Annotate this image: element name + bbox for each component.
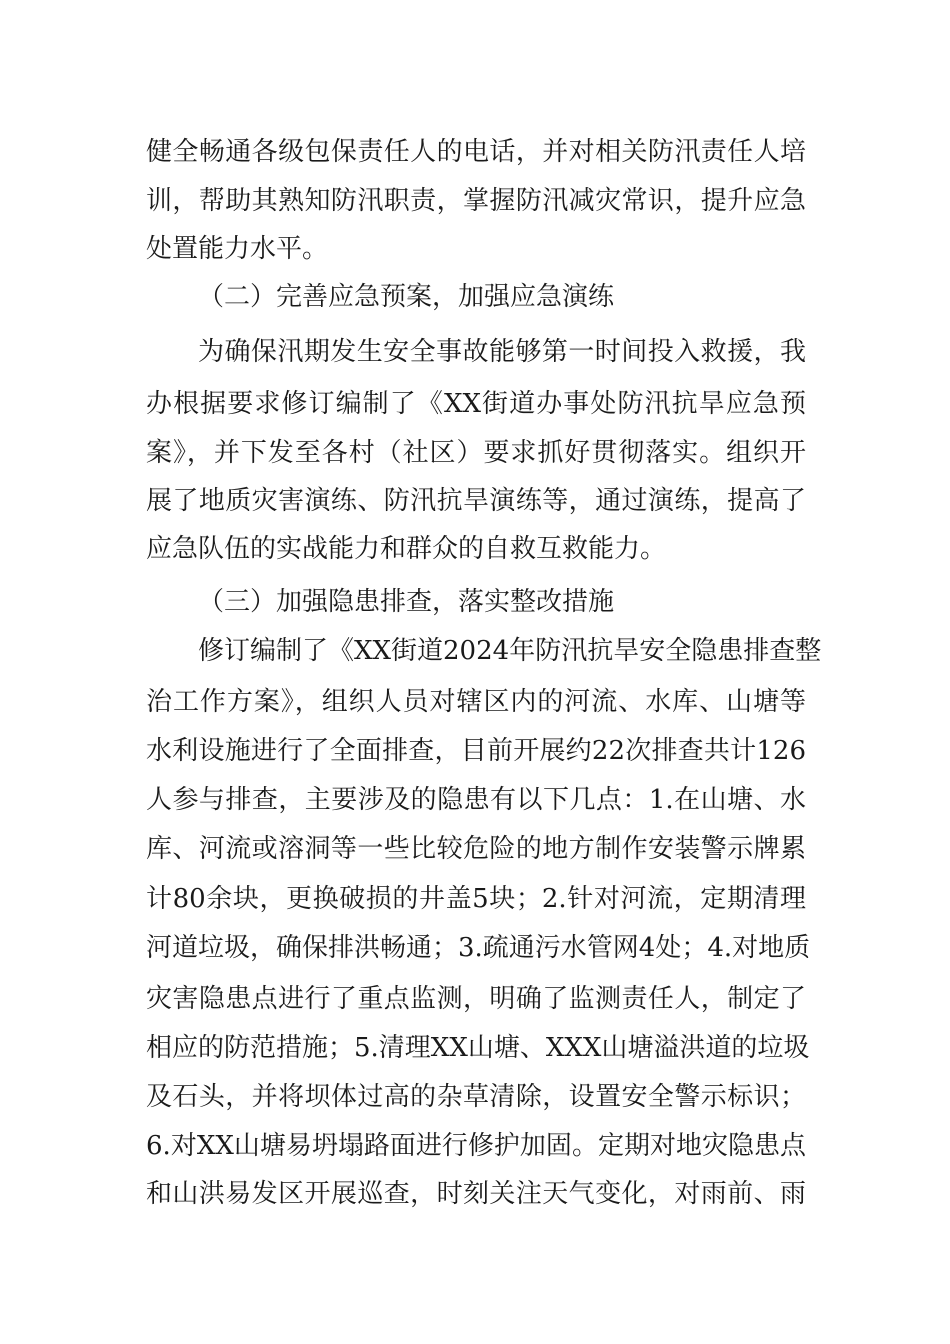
section-heading: （三）加强隐患排查，落实整改措施 (198, 587, 615, 617)
paragraph-line: 6.对XX山塘易坍塌路面进行修护加固。定期对地灾隐患点 (146, 1131, 806, 1161)
paragraph-line: 人参与排查，主要涉及的隐患有以下几点：1.在山塘、水 (146, 785, 806, 815)
paragraph-line: 健全畅通各级包保责任人的电话，并对相关防汛责任人培 (146, 137, 806, 167)
paragraph-line: 及石头，并将坝体过高的杂草清除，设置安全警示标识； (146, 1082, 806, 1112)
paragraph-line: 应急队伍的实战能力和群众的自救互救能力。 (146, 534, 667, 564)
paragraph-line: 和山洪易发区开展巡查，时刻关注天气变化，对雨前、雨 (146, 1179, 806, 1209)
paragraph-line: 修订编制了《XX街道2024年防汛抗旱安全隐患排查整 (198, 636, 822, 666)
paragraph-line: 河道垃圾，确保排洪畅通；3.疏通污水管网4处；4.对地质 (146, 933, 811, 963)
paragraph-line: 案》，并下发至各村（社区）要求抓好贯彻落实。组织开 (146, 438, 806, 468)
paragraph-line: 库、河流或溶洞等一些比较危险的地方制作安装警示牌累 (146, 834, 806, 864)
paragraph-line: 相应的防范措施；5.清理XX山塘、XXX山塘溢洪道的垃圾 (146, 1033, 810, 1063)
paragraph-line: 灾害隐患点进行了重点监测，明确了监测责任人，制定了 (146, 984, 806, 1014)
paragraph-line: 治工作方案》，组织人员对辖区内的河流、水库、山塘等 (146, 687, 806, 717)
paragraph-line: 处置能力水平。 (146, 234, 329, 264)
paragraph-line: 训，帮助其熟知防汛职责，掌握防汛减灾常识，提升应急 (146, 186, 806, 216)
section-heading: （二）完善应急预案，加强应急演练 (198, 282, 615, 312)
paragraph-line: 水利设施进行了全面排查，目前开展约22次排查共计126 (146, 736, 806, 766)
paragraph-line: 为确保汛期发生安全事故能够第一时间投入救援，我 (198, 337, 806, 367)
paragraph-line: 计80余块，更换破损的井盖5块；2.针对河流，定期清理 (146, 884, 806, 914)
paragraph-line: 办根据要求修订编制了《XX街道办事处防汛抗旱应急预 (146, 389, 806, 419)
paragraph-line: 展了地质灾害演练、防汛抗旱演练等，通过演练，提高了 (146, 486, 806, 516)
